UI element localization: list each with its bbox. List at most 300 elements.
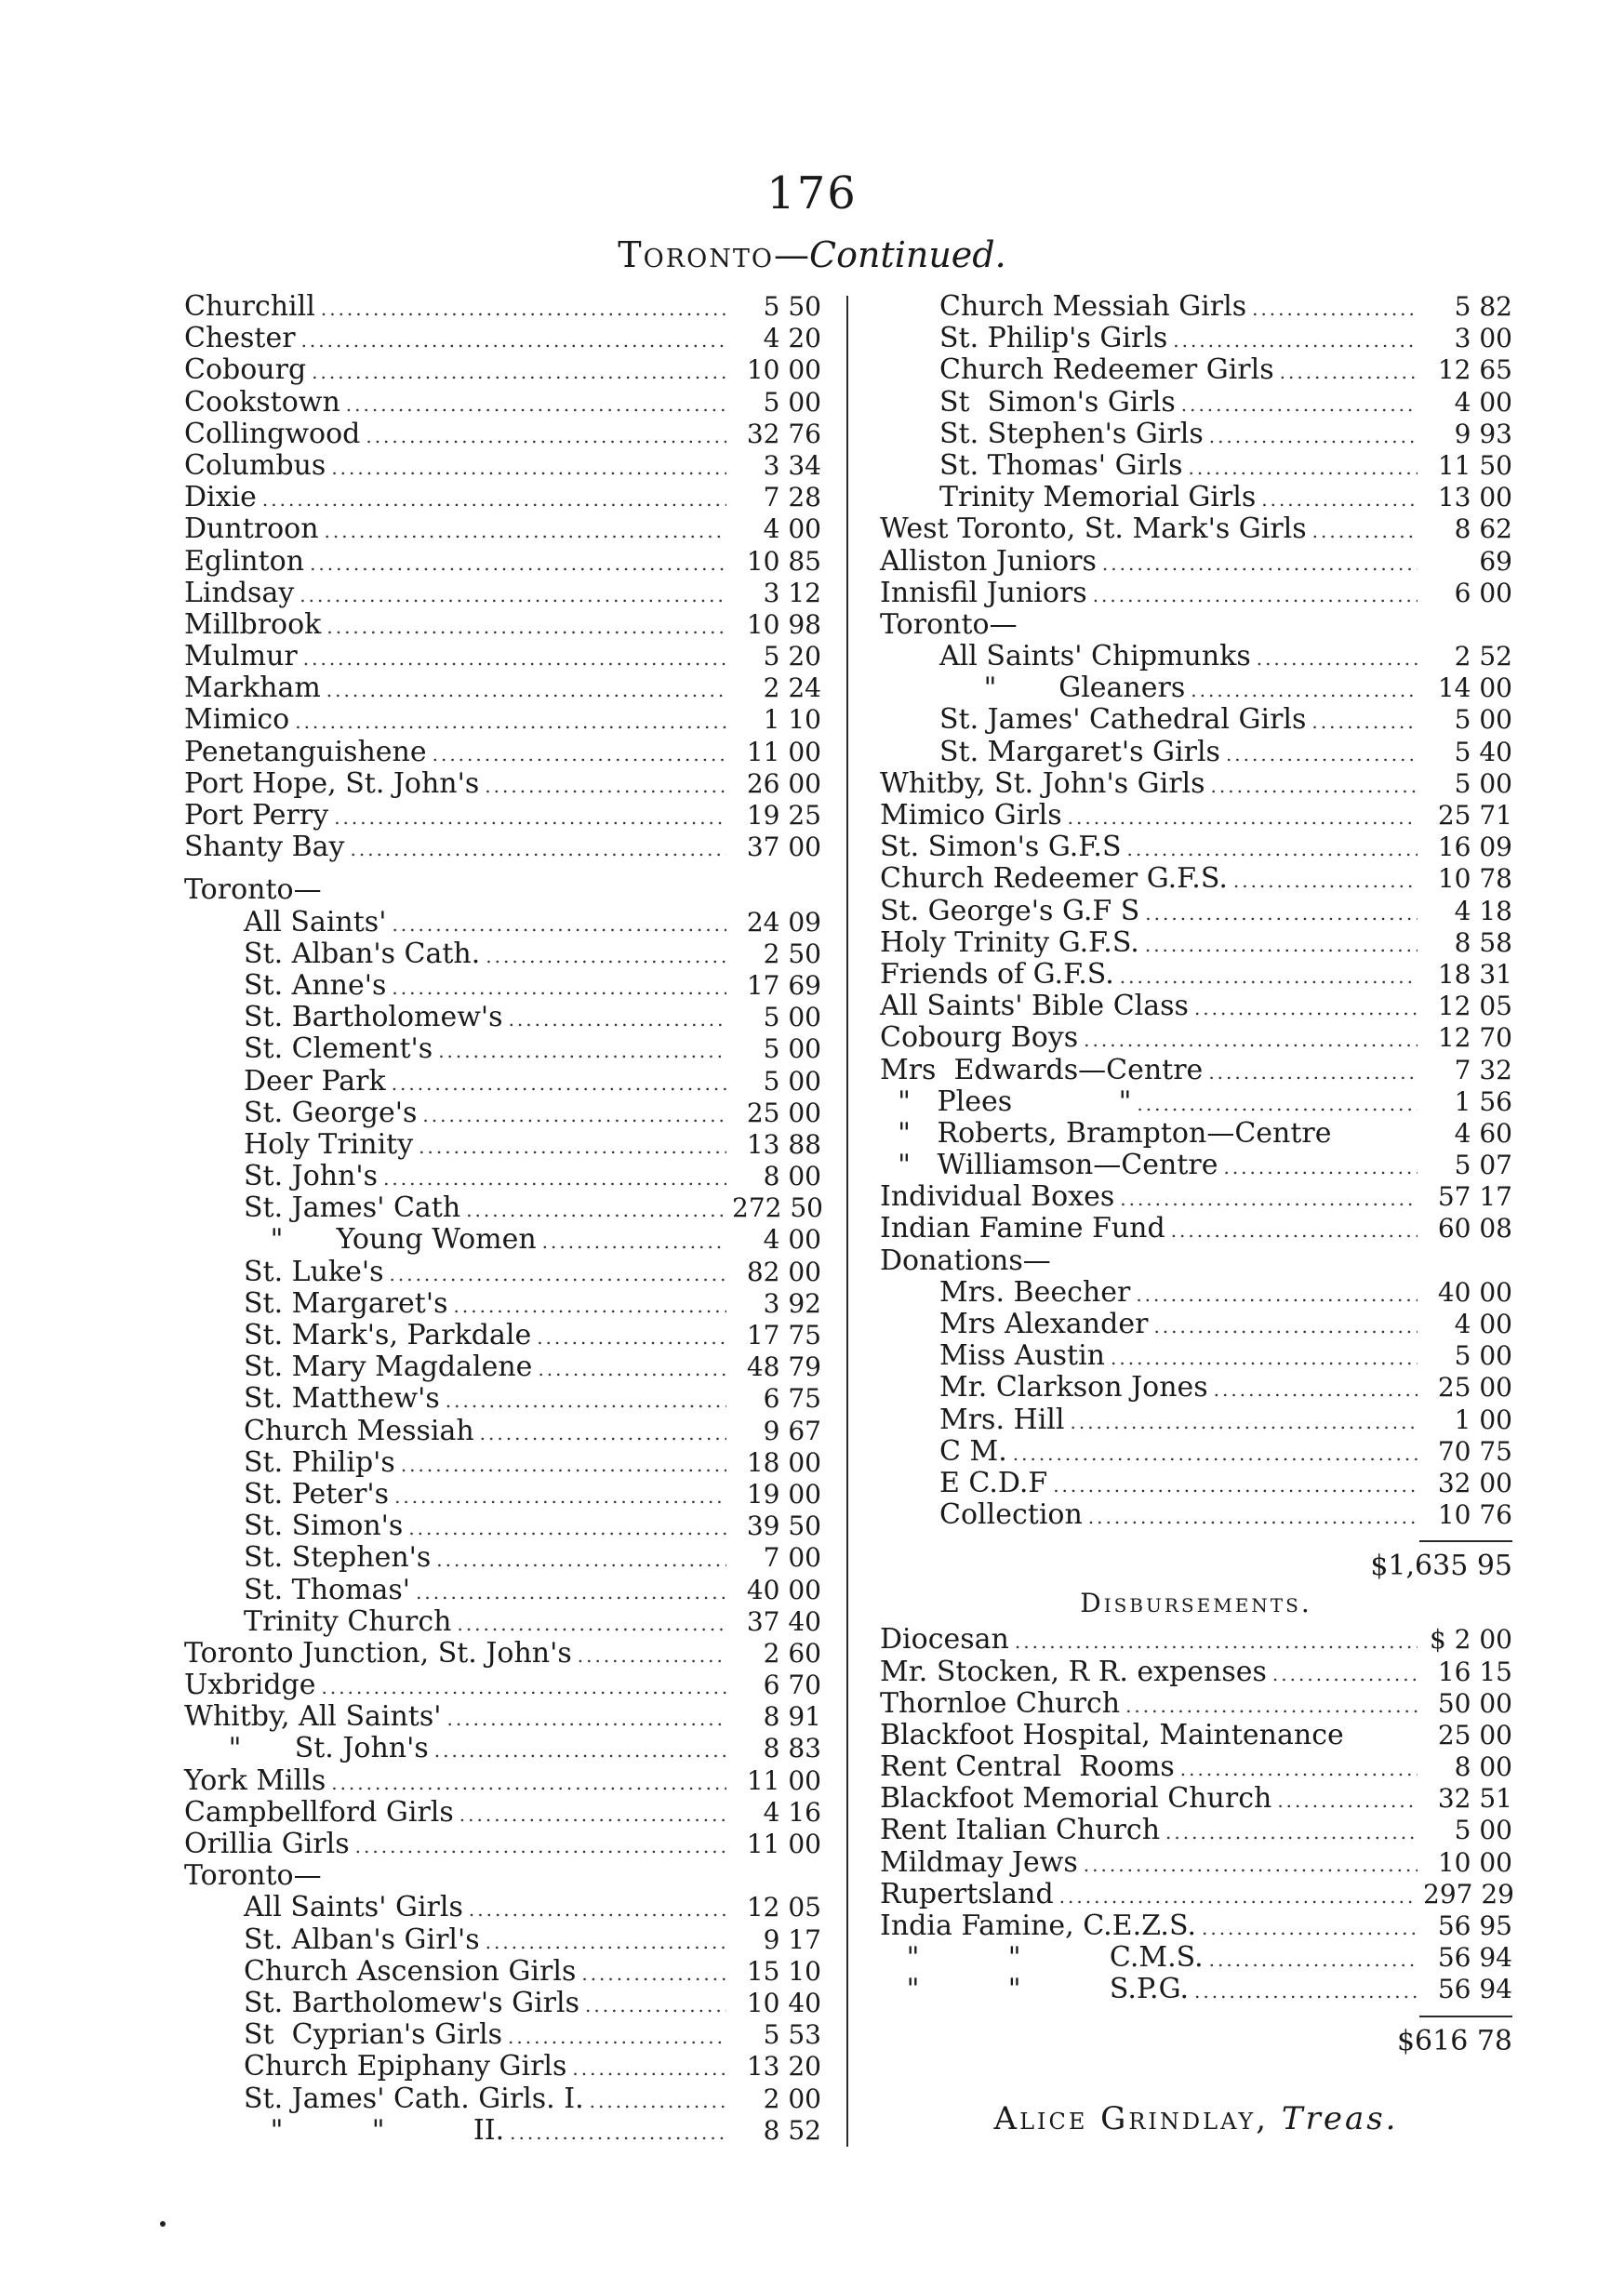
- entry-name: Donations—: [880, 1244, 1051, 1277]
- entry-name: Toronto—: [880, 607, 1018, 641]
- leader-dots: [392, 972, 726, 1004]
- entry-amount: 4 20: [763, 323, 821, 354]
- entry-name: Collection: [939, 1498, 1083, 1532]
- ledger-entry: [880, 1624, 1512, 1656]
- entry-amount: 82 00: [746, 1256, 821, 1287]
- ledger-entry: [880, 1974, 1512, 2005]
- entry-name: St. James' Cathedral Girls: [939, 703, 1307, 737]
- section-label: [880, 1245, 1512, 1277]
- entry-amount: 3 12: [763, 577, 821, 608]
- entry-amount: 2 50: [763, 938, 821, 969]
- ledger-entry: [880, 513, 1512, 545]
- entry-amount: $ 2 00: [1429, 1624, 1512, 1656]
- leader-dots: [1272, 1658, 1418, 1690]
- entry-name: Cobourg Boys: [880, 1021, 1079, 1055]
- leader-dots: [1093, 579, 1418, 611]
- leader-dots: [542, 1226, 726, 1258]
- leader-dots: [585, 1990, 726, 2021]
- entry-name: Diocesan: [880, 1623, 1009, 1657]
- entry-amount: 56 94: [1437, 1942, 1512, 1974]
- entry-name: Campbellford Girls: [184, 1795, 454, 1829]
- entry-amount: 13 88: [746, 1128, 821, 1160]
- entry-name: St. Mark's, Parkdale: [244, 1319, 532, 1351]
- ledger-entry: [880, 546, 1512, 578]
- entry-name: Church Messiah: [244, 1414, 474, 1447]
- entry-name: Toronto—: [184, 873, 322, 907]
- entry-amount: 5 00: [763, 1033, 821, 1065]
- entry-amount: 40 00: [746, 1574, 821, 1605]
- right-column: [880, 291, 1512, 2058]
- entry-name: Thornloe Church: [880, 1686, 1121, 1720]
- ledger-entry: [880, 1372, 1512, 1404]
- leader-dots: [1145, 929, 1418, 961]
- entry-name: St. Simon's G.F.S: [880, 831, 1122, 864]
- entry-name: St. Luke's: [244, 1255, 384, 1288]
- leader-dots: [1120, 1183, 1418, 1215]
- entry-amount: 4 00: [763, 1224, 821, 1256]
- entry-name: Whitby, St. John's Girls: [880, 766, 1205, 800]
- leader-dots: [1171, 1215, 1418, 1246]
- ledger-entry: [184, 419, 821, 450]
- entry-name: " Gleaners: [939, 672, 1186, 705]
- entry-amount: 37 00: [746, 832, 821, 863]
- entry-amount: 297 29: [1423, 1878, 1514, 1910]
- entry-amount: 3 92: [763, 1287, 821, 1319]
- entry-amount: 9 17: [763, 1923, 821, 1955]
- entry-name: St. Stephen's: [244, 1541, 432, 1575]
- entry-amount: 4 00: [1454, 386, 1512, 418]
- entry-name: St. Alban's Cath.: [244, 937, 481, 970]
- leader-dots: [322, 1671, 726, 1703]
- ledger-entry: [184, 1956, 821, 1988]
- leader-dots: [1209, 1944, 1418, 1976]
- ledger-entry: [184, 291, 821, 323]
- ledger-entry: [880, 1055, 1512, 1086]
- leader-dots: [433, 739, 726, 770]
- entry-amount: 16 09: [1437, 832, 1512, 863]
- ledger-entry: [184, 546, 821, 578]
- leader-dots: [301, 325, 726, 356]
- leader-dots: [1312, 515, 1418, 547]
- ledger-entry: [880, 291, 1512, 323]
- entry-amount: 8 58: [1454, 926, 1512, 958]
- leader-dots: [457, 1608, 726, 1640]
- entry-name: St. Stephen's Girls: [939, 417, 1204, 450]
- entry-amount: 5 53: [763, 2019, 821, 2051]
- entry-amount: 11 00: [746, 736, 821, 767]
- ledger-entry: [184, 609, 821, 641]
- leader-dots: [1181, 389, 1418, 420]
- entry-name: Mr. Clarkson Jones: [939, 1371, 1208, 1404]
- print-speck: [160, 2221, 166, 2227]
- entry-name: St. Mary Magdalene: [244, 1351, 533, 1384]
- entry-name: St. Peter's: [244, 1477, 390, 1510]
- leader-dots: [326, 674, 726, 706]
- leader-dots: [1127, 833, 1418, 865]
- entry-name: Port Perry: [184, 799, 329, 832]
- ledger-entry: [184, 1765, 821, 1797]
- ledger-entry: [880, 1309, 1512, 1340]
- leader-dots: [486, 940, 726, 972]
- leader-dots: [1280, 356, 1418, 388]
- ledger-entry: [184, 1606, 821, 1638]
- leader-dots: [1070, 1406, 1418, 1438]
- entry-amount: 17 75: [746, 1320, 821, 1351]
- entry-amount: 5 00: [1454, 1815, 1512, 1846]
- entry-amount: 5 00: [1454, 704, 1512, 736]
- ledger-entry: [184, 1638, 821, 1670]
- leader-dots: [1165, 1817, 1418, 1848]
- entry-amount: 11 50: [1437, 449, 1512, 481]
- ledger-entry: [184, 938, 821, 970]
- entry-name: E C.D.F: [939, 1466, 1048, 1499]
- leader-dots: [1015, 1626, 1418, 1657]
- entry-amount: 9 67: [763, 1415, 821, 1446]
- entry-amount: 10 00: [746, 354, 821, 386]
- entry-amount: 3 34: [763, 449, 821, 481]
- entry-name: St. Bartholomew's: [244, 1001, 503, 1034]
- entry-amount: 25 71: [1437, 800, 1512, 831]
- entry-name: Trinity Church: [244, 1604, 452, 1638]
- entry-name: Mrs. Beecher: [939, 1275, 1131, 1309]
- ledger-entry: [880, 1086, 1512, 1118]
- disbursements-total: $616 78: [1396, 2024, 1512, 2057]
- entry-name: Toronto Junction, St. John's: [184, 1636, 572, 1670]
- disbursements-list: [880, 1624, 1512, 2005]
- leader-dots: [446, 1385, 726, 1417]
- leader-dots: [447, 1703, 727, 1735]
- leader-dots: [1111, 1342, 1418, 1374]
- ledger-entry: [184, 513, 821, 545]
- leader-dots: [1277, 1785, 1418, 1817]
- leader-dots: [312, 356, 726, 388]
- entry-amount: 69: [1479, 545, 1512, 577]
- leader-dots: [1223, 1151, 1418, 1183]
- entry-amount: 37 40: [746, 1605, 821, 1637]
- entry-amount: 7 00: [763, 1542, 821, 1574]
- heading-continued: Continued.: [809, 234, 1006, 275]
- entry-name: " Young Women: [244, 1223, 537, 1257]
- ledger-entry: [184, 1416, 821, 1447]
- entry-name: St. Simon's: [244, 1510, 404, 1543]
- entry-amount: 56 95: [1437, 1910, 1512, 1941]
- leader-dots: [325, 515, 726, 547]
- entry-amount: 4 00: [1454, 1309, 1512, 1339]
- entry-name: Duntroon: [184, 512, 319, 546]
- entry-name: Church Redeemer G.F.S.: [880, 862, 1228, 896]
- entry-amount: 12 05: [1437, 991, 1512, 1022]
- leader-dots: [310, 548, 726, 579]
- ledger-entry: [184, 387, 821, 419]
- entry-amount: 7 32: [1454, 1054, 1512, 1085]
- ledger-entry: [880, 1720, 1512, 1751]
- entry-amount: 40 00: [1437, 1276, 1512, 1308]
- entry-name: " " C.M.S.: [880, 1941, 1204, 1975]
- ledger-entry: [880, 1751, 1512, 1783]
- leader-dots: [1088, 1501, 1418, 1533]
- ledger-entry: [184, 768, 821, 800]
- ledger-entry: [880, 991, 1512, 1022]
- disbursements-heading: Disbursements.: [1080, 1588, 1312, 1619]
- entry-name: St. Thomas' Girls: [939, 448, 1183, 482]
- ledger-entry: [880, 1118, 1512, 1150]
- entry-amount: 5 50: [763, 291, 821, 322]
- entry-name: Miss Austin: [939, 1339, 1105, 1373]
- entry-amount: 11 00: [746, 1829, 821, 1859]
- leader-dots: [321, 293, 726, 325]
- leader-dots: [1226, 739, 1418, 770]
- leader-dots: [1311, 706, 1418, 738]
- entry-name: St. Alban's Girl's: [244, 1923, 480, 1956]
- leader-dots: [438, 1035, 726, 1067]
- leader-dots: [572, 2053, 726, 2084]
- ledger-entry: [184, 1224, 821, 1256]
- entry-amount: 5 00: [763, 386, 821, 418]
- ledger-entry: [880, 450, 1512, 482]
- ledger-entry: [880, 1468, 1512, 1499]
- entry-name: " " II.: [244, 2113, 505, 2147]
- entry-name: St. Philip's: [244, 1445, 395, 1479]
- entry-amount: 70 75: [1437, 1435, 1512, 1467]
- leader-dots: [1180, 1753, 1418, 1785]
- ledger-entry: [184, 672, 821, 704]
- ledger-entry: [184, 578, 821, 609]
- entry-amount: 14 00: [1437, 672, 1512, 704]
- ledger-entry: [880, 1213, 1512, 1244]
- leader-dots: [1191, 674, 1418, 706]
- entry-amount: 1 10: [763, 704, 821, 736]
- entry-name: Dixie: [184, 481, 257, 514]
- entry-name: " Plees ": [880, 1085, 1132, 1118]
- entry-amount: 4 16: [763, 1796, 821, 1828]
- leader-dots: [1053, 1470, 1418, 1501]
- ledger-entry: [184, 2051, 821, 2083]
- ledger-entry: [184, 1192, 821, 1224]
- entry-amount: 18 00: [746, 1446, 821, 1478]
- ledger-entry: [880, 1340, 1512, 1372]
- ledger-entry: [880, 323, 1512, 354]
- entry-name: Rent Italian Church: [880, 1814, 1161, 1847]
- leader-dots: [300, 579, 726, 611]
- entry-name: Deer Park: [244, 1064, 386, 1098]
- leader-dots: [1252, 293, 1418, 325]
- entry-amount: 12 70: [1437, 1022, 1512, 1054]
- leader-dots: [508, 2021, 726, 2053]
- entry-name: St. Margaret's: [244, 1286, 448, 1320]
- entry-name: Collingwood: [184, 417, 361, 450]
- entry-name: Cookstown: [184, 385, 340, 419]
- entry-name: " " S.P.G.: [880, 1973, 1190, 2006]
- ledger-entry: [184, 1542, 821, 1574]
- ledger-entry: [880, 1910, 1512, 1942]
- entry-name: Friends of G.F.S.: [880, 957, 1114, 991]
- ledger-entry: [184, 482, 821, 513]
- entry-name: York Mills: [184, 1763, 326, 1797]
- entry-amount: 10 76: [1437, 1499, 1512, 1531]
- entry-name: Mr. Stocken, R R. expenses: [880, 1655, 1267, 1688]
- entry-name: Uxbridge: [184, 1669, 316, 1702]
- entry-amount: 8 52: [763, 2114, 821, 2146]
- ledger-entry: [880, 672, 1512, 704]
- ledger-entry: [184, 2115, 821, 2147]
- entry-name: Church Messiah Girls: [939, 290, 1247, 323]
- entry-name: Rent Central Rooms: [880, 1750, 1175, 1784]
- heading-place: Toronto: [618, 234, 774, 275]
- entry-name: Port Hope, St. John's: [184, 766, 480, 800]
- leader-dots: [1153, 1311, 1418, 1342]
- ledger-entry: [184, 1129, 821, 1161]
- entry-name: Mrs Alexander: [939, 1308, 1149, 1340]
- leader-dots: [459, 1799, 726, 1830]
- entry-amount: 48 79: [746, 1351, 821, 1383]
- entry-amount: 2 24: [763, 672, 821, 704]
- entry-amount: 24 09: [746, 906, 821, 938]
- leader-dots: [390, 1258, 727, 1290]
- entry-amount: 5 00: [1454, 1340, 1512, 1372]
- entry-amount: 26 00: [746, 767, 821, 799]
- entry-amount: 8 83: [763, 1733, 821, 1764]
- entry-name: Innisfil Juniors: [880, 576, 1087, 609]
- ledger-entry: [880, 832, 1512, 863]
- leader-dots: [1209, 420, 1418, 452]
- left-column: [184, 291, 821, 2147]
- ledger-entry: [880, 1657, 1512, 1688]
- leader-dots: [303, 643, 726, 674]
- ledger-entry: [880, 704, 1512, 736]
- ledger-entry: [184, 1257, 821, 1288]
- leader-dots: [1084, 1024, 1418, 1056]
- leader-dots: [1208, 1057, 1418, 1088]
- right-receipts-list: [880, 291, 1512, 1531]
- ledger-entry: [184, 323, 821, 354]
- entry-amount: 4 60: [1454, 1117, 1512, 1149]
- ledger-entry: [184, 1033, 821, 1065]
- ledger-entry: [184, 1479, 821, 1510]
- entry-amount: 10 78: [1437, 863, 1512, 895]
- leader-dots: [295, 706, 726, 738]
- ledger-entry: [184, 1510, 821, 1542]
- entry-amount: 7 28: [763, 482, 821, 513]
- leader-dots: [469, 1894, 726, 1925]
- leader-dots: [326, 611, 726, 643]
- entry-name: Mimico Girls: [880, 799, 1062, 832]
- ledger-entry: [184, 1383, 821, 1415]
- entry-name: Indian Famine Fund: [880, 1212, 1165, 1245]
- entry-name: Church Ascension Girls: [244, 1954, 577, 1988]
- entry-name: Rupertsland: [880, 1877, 1054, 1910]
- ledger-entry: [880, 896, 1512, 927]
- leader-dots: [1136, 1279, 1418, 1311]
- leader-dots: [578, 1640, 726, 1671]
- leader-dots: [346, 389, 726, 420]
- entry-amount: 13 00: [1437, 482, 1512, 513]
- ledger-entry: [184, 2019, 821, 2051]
- entry-name: Church Epiphany Girls: [244, 2050, 567, 2083]
- leader-dots: [1261, 484, 1418, 515]
- leader-dots: [590, 2085, 726, 2117]
- entry-amount: 15 10: [746, 1955, 821, 1987]
- leader-dots: [1059, 1881, 1418, 1912]
- leader-dots: [1194, 1976, 1418, 2007]
- ledger-entry: [880, 959, 1512, 991]
- leader-dots: [408, 1512, 726, 1544]
- entry-amount: 18 31: [1437, 958, 1512, 990]
- receipts-total: $1,635 95: [1370, 1550, 1512, 1583]
- ledger-entry: [184, 970, 821, 1002]
- entry-name: Blackfoot Hospital, Maintenance: [880, 1718, 1344, 1751]
- entry-name: St. Thomas': [244, 1573, 411, 1606]
- leader-dots: [366, 420, 726, 452]
- entry-name: Millbrook: [184, 607, 322, 641]
- entry-amount: 8 91: [763, 1701, 821, 1733]
- entry-name: St. James' Cath: [244, 1191, 461, 1225]
- entry-amount: 13 20: [746, 2051, 821, 2083]
- entry-name: St. Matthew's: [244, 1382, 440, 1416]
- leader-dots: [1173, 325, 1418, 356]
- treasurer-title: Treas.: [1281, 2100, 1399, 2137]
- leader-dots: [401, 1449, 726, 1481]
- entry-amount: 2 00: [763, 2083, 821, 2114]
- ledger-entry: [880, 1783, 1512, 1815]
- treasurer-signature: [880, 2100, 1512, 2137]
- leader-dots: [422, 1099, 726, 1131]
- ledger-entry: [184, 1701, 821, 1733]
- entry-amount: 8 00: [1454, 1751, 1512, 1783]
- entry-name: C M.: [939, 1434, 1007, 1468]
- ledger-entry: [184, 1924, 821, 1956]
- entry-amount: 5 00: [763, 1065, 821, 1097]
- entry-name: Churchill: [184, 290, 315, 323]
- leader-dots: [355, 1830, 726, 1862]
- leader-dots: [1125, 1690, 1418, 1722]
- leader-dots: [454, 1290, 726, 1322]
- ledger-entry: [880, 354, 1512, 386]
- entry-name: All Saints' Chipmunks: [939, 640, 1251, 673]
- entry-amount: 1 56: [1454, 1085, 1512, 1117]
- ledger-entry: [184, 1797, 821, 1829]
- leader-dots: [419, 1131, 726, 1163]
- entry-name: St. John's: [244, 1160, 379, 1193]
- leader-dots: [1013, 1438, 1418, 1470]
- ledger-entry: [184, 1575, 821, 1606]
- ledger-entry: [880, 927, 1512, 959]
- section-label: [184, 874, 821, 906]
- entry-name: St. James' Cath. Girls. I.: [244, 2082, 584, 2115]
- entry-name: Alliston Juniors: [880, 544, 1097, 578]
- leader-dots: [383, 1163, 726, 1194]
- disbursements-total-rule: [1419, 2016, 1512, 2017]
- leader-dots: [351, 833, 727, 865]
- entry-amount: 2 52: [1454, 641, 1512, 672]
- entry-name: Trinity Memorial Girls: [939, 481, 1257, 514]
- entry-amount: 32 00: [1437, 1467, 1512, 1498]
- entry-amount: 1 00: [1454, 1404, 1512, 1435]
- entry-name: St. Philip's Girls: [939, 322, 1168, 355]
- entry-amount: 10 40: [746, 1987, 821, 2018]
- leader-dots: [538, 1353, 726, 1385]
- leader-dots: [537, 1322, 726, 1353]
- entry-name: All Saints': [244, 905, 387, 938]
- entry-name: Blackfoot Memorial Church: [880, 1782, 1272, 1816]
- ledger-entry: [184, 737, 821, 768]
- entry-name: Lindsay: [184, 576, 295, 609]
- ledger-entry: [880, 1181, 1512, 1213]
- entry-amount: 56 94: [1437, 1974, 1512, 2005]
- entry-amount: 11 00: [746, 1764, 821, 1796]
- entry-amount: 60 08: [1437, 1213, 1512, 1244]
- entry-amount: 10 98: [746, 608, 821, 640]
- ledger-entry: [184, 1161, 821, 1192]
